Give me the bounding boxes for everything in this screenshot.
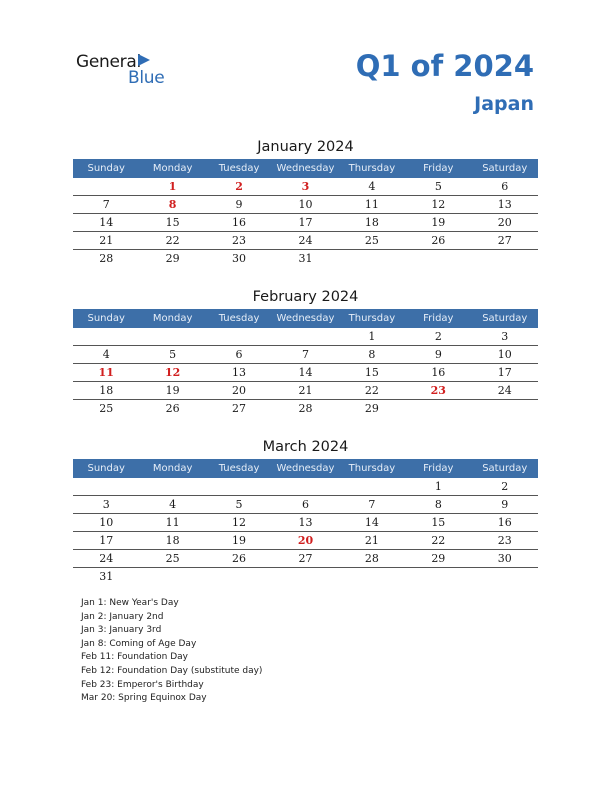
day-cell: 13 bbox=[298, 516, 313, 529]
day-cell: 7 bbox=[102, 198, 110, 211]
day-cell: 28 bbox=[298, 402, 313, 415]
weekday-label: Monday bbox=[152, 313, 193, 324]
day-cell: 12 bbox=[164, 366, 181, 379]
week-row bbox=[73, 328, 538, 346]
day-cell: 28 bbox=[364, 552, 379, 565]
day-cell: 20 bbox=[297, 534, 314, 547]
day-cell: 21 bbox=[298, 384, 313, 397]
day-cell: 23 bbox=[497, 534, 512, 547]
week-row bbox=[73, 196, 538, 214]
day-cell: 3 bbox=[102, 498, 110, 511]
day-cell: 17 bbox=[298, 216, 313, 229]
month-title: March 2024 bbox=[262, 439, 349, 455]
day-cell: 29 bbox=[165, 252, 180, 265]
logo-blue-text: Blue bbox=[128, 68, 165, 88]
day-cell: 7 bbox=[368, 498, 376, 511]
week-row bbox=[73, 178, 538, 196]
week-row bbox=[73, 250, 538, 267]
week-row bbox=[73, 514, 538, 532]
holiday-note: Jan 1: New Year's Day bbox=[81, 598, 179, 608]
month-title: February 2024 bbox=[252, 289, 359, 305]
week-row bbox=[73, 232, 538, 250]
week-row bbox=[73, 532, 538, 550]
empty-day-cell bbox=[272, 478, 338, 495]
day-cell: 16 bbox=[497, 516, 512, 529]
day-cell: 22 bbox=[431, 534, 446, 547]
week-row bbox=[73, 478, 538, 496]
empty-day-cell bbox=[339, 478, 405, 495]
day-cell: 8 bbox=[434, 498, 442, 511]
day-cell: 29 bbox=[431, 552, 446, 565]
day-cell: 19 bbox=[165, 384, 180, 397]
week-row bbox=[73, 568, 538, 585]
weekday-label: Wednesday bbox=[276, 313, 335, 324]
week-row bbox=[73, 400, 538, 417]
day-cell: 6 bbox=[301, 498, 309, 511]
day-cell: 27 bbox=[497, 234, 512, 247]
day-cell: 17 bbox=[99, 534, 114, 547]
day-cell: 30 bbox=[497, 552, 512, 565]
day-cell: 4 bbox=[368, 180, 376, 193]
day-cell: 12 bbox=[232, 516, 247, 529]
weekday-header bbox=[73, 309, 538, 328]
day-cell: 23 bbox=[430, 384, 446, 397]
country-name: Japan bbox=[474, 93, 534, 115]
day-cell: 25 bbox=[99, 402, 114, 415]
day-cell: 16 bbox=[232, 216, 247, 229]
weekday-label: Thursday bbox=[348, 463, 396, 474]
weekday-label: Tuesday bbox=[218, 313, 260, 324]
day-cell: 13 bbox=[232, 366, 247, 379]
weekday-header bbox=[73, 159, 538, 178]
week-row bbox=[73, 364, 538, 382]
day-cell: 29 bbox=[364, 402, 379, 415]
day-cell: 19 bbox=[431, 216, 446, 229]
day-cell: 11 bbox=[165, 516, 180, 529]
empty-day-cell bbox=[206, 478, 272, 495]
weekday-label: Thursday bbox=[348, 313, 396, 324]
holiday-note: Feb 23: Emperor's Birthday bbox=[81, 679, 204, 690]
weekday-label: Sunday bbox=[87, 163, 125, 174]
weekday-label: Tuesday bbox=[218, 463, 260, 474]
day-cell: 18 bbox=[364, 216, 379, 229]
day-cell: 2 bbox=[501, 480, 509, 493]
week-row bbox=[73, 382, 538, 400]
day-cell: 23 bbox=[232, 234, 247, 247]
holiday-note: Feb 12: Foundation Day (substitute day) bbox=[81, 665, 263, 676]
weekday-label: Saturday bbox=[482, 163, 528, 174]
empty-day-cell bbox=[73, 478, 139, 495]
day-cell: 26 bbox=[431, 234, 446, 247]
logo bbox=[76, 52, 186, 92]
empty-day-cell bbox=[272, 328, 338, 345]
day-cell: 8 bbox=[368, 348, 376, 361]
day-cell: 1 bbox=[434, 480, 442, 493]
empty-day-cell bbox=[272, 568, 338, 585]
day-cell: 14 bbox=[298, 366, 313, 379]
holiday-note: Mar 20: Spring Equinox Day bbox=[81, 693, 207, 704]
day-cell: 18 bbox=[165, 534, 180, 547]
day-cell: 10 bbox=[497, 348, 512, 361]
empty-day-cell bbox=[206, 568, 272, 585]
day-cell: 10 bbox=[99, 516, 114, 529]
logo-triangle-icon bbox=[138, 54, 150, 66]
day-cell: 15 bbox=[165, 216, 180, 229]
day-cell: 27 bbox=[232, 402, 247, 415]
week-row bbox=[73, 550, 538, 568]
day-cell: 24 bbox=[497, 384, 512, 397]
day-cell: 22 bbox=[165, 234, 180, 247]
empty-day-cell bbox=[405, 568, 471, 585]
empty-day-cell bbox=[472, 568, 538, 585]
empty-day-cell bbox=[405, 250, 471, 267]
weekday-label: Wednesday bbox=[276, 463, 335, 474]
weekday-label: Friday bbox=[423, 163, 454, 174]
day-cell: 9 bbox=[501, 498, 509, 511]
day-cell: 20 bbox=[232, 384, 247, 397]
day-cell: 16 bbox=[431, 366, 446, 379]
day-cell: 20 bbox=[497, 216, 512, 229]
day-cell: 12 bbox=[431, 198, 446, 211]
day-cell: 15 bbox=[364, 366, 379, 379]
month-calendar-january bbox=[73, 136, 538, 267]
day-cell: 6 bbox=[235, 348, 243, 361]
day-cell: 21 bbox=[364, 534, 379, 547]
week-row bbox=[73, 346, 538, 364]
empty-day-cell bbox=[139, 478, 205, 495]
month-title: January 2024 bbox=[257, 139, 354, 155]
weekday-label: Saturday bbox=[482, 313, 528, 324]
day-cell: 21 bbox=[99, 234, 114, 247]
day-cell: 19 bbox=[232, 534, 247, 547]
day-cell: 3 bbox=[501, 330, 509, 343]
day-cell: 14 bbox=[364, 516, 379, 529]
day-cell: 4 bbox=[102, 348, 110, 361]
day-cell: 25 bbox=[364, 234, 379, 247]
weekday-header bbox=[73, 459, 538, 478]
weekday-label: Friday bbox=[423, 313, 454, 324]
day-cell: 4 bbox=[169, 498, 177, 511]
week-row bbox=[73, 214, 538, 232]
day-cell: 24 bbox=[99, 552, 114, 565]
day-cell: 1 bbox=[368, 330, 376, 343]
empty-day-cell bbox=[472, 250, 538, 267]
empty-day-cell bbox=[139, 328, 205, 345]
day-cell: 8 bbox=[168, 198, 177, 211]
logo-general-text: General bbox=[76, 52, 141, 72]
weekday-label: Sunday bbox=[87, 313, 125, 324]
empty-day-cell bbox=[206, 328, 272, 345]
weekday-label: Tuesday bbox=[218, 163, 260, 174]
weekday-label: Thursday bbox=[348, 163, 396, 174]
day-cell: 2 bbox=[434, 330, 442, 343]
day-cell: 5 bbox=[434, 180, 442, 193]
empty-day-cell bbox=[405, 400, 471, 417]
weekday-label: Sunday bbox=[87, 463, 125, 474]
month-calendar-march bbox=[73, 436, 538, 585]
page-title: Q1 of 2024 bbox=[355, 49, 534, 83]
day-cell: 10 bbox=[298, 198, 313, 211]
week-row bbox=[73, 496, 538, 514]
weekday-label: Friday bbox=[423, 463, 454, 474]
day-cell: 9 bbox=[434, 348, 442, 361]
weekday-label: Monday bbox=[152, 463, 193, 474]
day-cell: 24 bbox=[298, 234, 313, 247]
day-cell: 1 bbox=[168, 180, 177, 193]
day-cell: 13 bbox=[497, 198, 512, 211]
holiday-note: Jan 2: January 2nd bbox=[81, 611, 164, 622]
day-cell: 26 bbox=[232, 552, 247, 565]
day-cell: 3 bbox=[301, 180, 310, 193]
day-cell: 11 bbox=[98, 366, 114, 379]
month-calendar-february bbox=[73, 286, 538, 417]
day-cell: 6 bbox=[501, 180, 509, 193]
holiday-note: Feb 11: Foundation Day bbox=[81, 652, 189, 663]
day-cell: 17 bbox=[497, 366, 512, 379]
empty-day-cell bbox=[472, 400, 538, 417]
day-cell: 26 bbox=[165, 402, 180, 415]
day-cell: 7 bbox=[301, 348, 309, 361]
day-cell: 25 bbox=[165, 552, 180, 565]
day-cell: 30 bbox=[232, 252, 247, 265]
day-cell: 11 bbox=[364, 198, 379, 211]
weekday-label: Wednesday bbox=[276, 163, 335, 174]
weekday-label: Monday bbox=[152, 163, 193, 174]
empty-day-cell bbox=[73, 328, 139, 345]
day-cell: 22 bbox=[364, 384, 379, 397]
day-cell: 27 bbox=[298, 552, 313, 565]
empty-day-cell bbox=[139, 568, 205, 585]
day-cell: 5 bbox=[169, 348, 177, 361]
empty-day-cell bbox=[339, 250, 405, 267]
weekday-label: Saturday bbox=[482, 463, 528, 474]
day-cell: 18 bbox=[99, 384, 114, 397]
day-cell: 15 bbox=[431, 516, 446, 529]
day-cell: 2 bbox=[235, 180, 243, 193]
day-cell: 9 bbox=[235, 198, 243, 211]
day-cell: 31 bbox=[298, 252, 313, 265]
day-cell: 28 bbox=[99, 252, 114, 265]
day-cell: 5 bbox=[235, 498, 243, 511]
day-cell: 14 bbox=[99, 216, 114, 229]
holiday-note: Jan 8: Coming of Age Day bbox=[81, 638, 197, 649]
holiday-note: Jan 3: January 3rd bbox=[81, 625, 162, 636]
day-cell: 31 bbox=[99, 570, 114, 583]
empty-day-cell bbox=[339, 568, 405, 585]
empty-day-cell bbox=[73, 178, 139, 195]
holiday-notes bbox=[81, 597, 262, 706]
